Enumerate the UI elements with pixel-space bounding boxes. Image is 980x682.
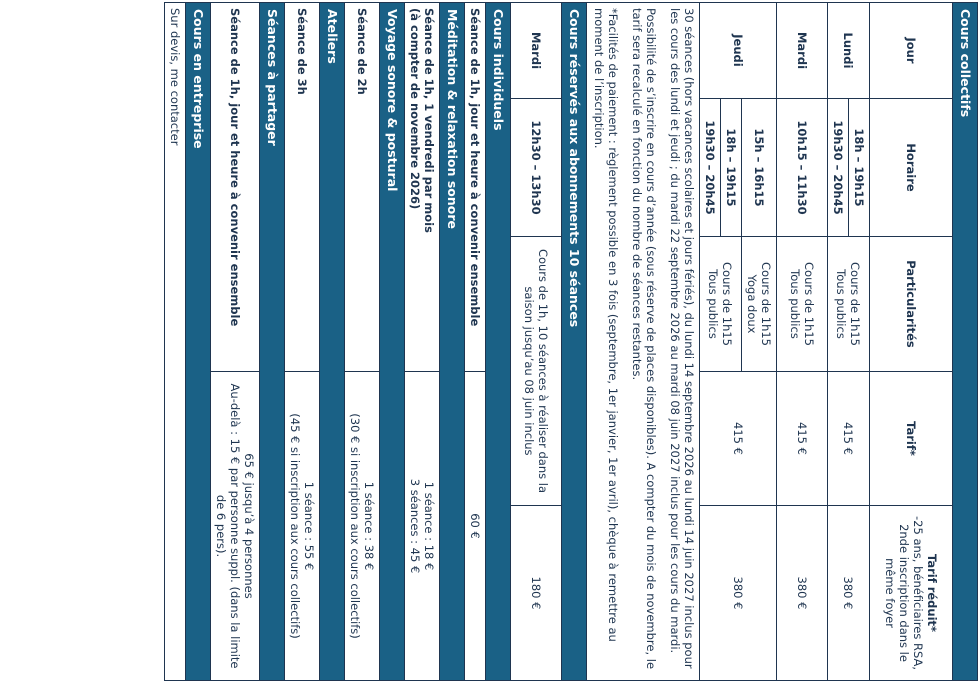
meditation-price-line: 3 séances : 45 € — [408, 478, 422, 574]
notes-cell — [587, 3, 700, 681]
reduced-cell: 380 € — [700, 506, 777, 681]
section-subscription-title: Cours réservés aux abonnements 10 séances — [562, 3, 587, 681]
meditation-price-line: 1 séance : 18 € — [422, 481, 436, 571]
share-label: Séance de 1h, jour et heure à convenir ensemble — [211, 3, 260, 372]
table-row — [777, 3, 828, 681]
meditation-price — [405, 372, 440, 681]
time-cell: 10h15 – 11h30 — [777, 99, 828, 237]
details-line: Tous publics — [834, 269, 849, 339]
ateliers-label: Séance de 3h — [285, 3, 320, 372]
day-mardi-subscription: Mardi — [511, 3, 562, 99]
pricing-table — [164, 2, 978, 681]
details-line: Cours de 1h15 — [759, 262, 773, 346]
details-cell — [742, 237, 777, 372]
note-registration: Possibilité de s’inscrire en cours d’année (sous réserve de places disponibles). A compter du mois de novembre, le tarif sera recalculé en fonction du nombre de séances restantes. — [630, 8, 658, 670]
details-line: Cours de 1h15 — [802, 262, 816, 346]
table-row — [465, 3, 486, 681]
meditation-label — [405, 3, 440, 372]
table-row — [742, 3, 777, 681]
details-line: Tous publics — [706, 269, 721, 339]
section-meditation-title: Méditation & relaxation sonore — [440, 3, 465, 681]
details-cell — [700, 237, 742, 372]
reduced-cell: 380 € — [777, 506, 828, 681]
price-cell: 415 € — [700, 372, 777, 506]
ateliers-price-line: 1 séance : 55 € — [302, 481, 316, 571]
details-line: Cours de 1h15 — [720, 262, 735, 346]
time-cell: 19h30 – 20h45 — [700, 99, 721, 237]
section-voyage-title: Voyage sonore & postural — [380, 3, 405, 681]
reduced-cell: 380 € — [828, 506, 870, 681]
time-cell: 18h – 19h15 — [721, 99, 742, 237]
header-price: Tarif* — [870, 372, 953, 506]
day-mardi: Mardi — [777, 3, 828, 99]
meditation-label-line: (à compter de novembre 2026) — [408, 8, 422, 210]
section-company-title: Cours en entreprise — [186, 3, 211, 681]
meditation-label-line: Séance de 1h, 1 vendredi par mois — [422, 8, 436, 233]
table-row — [849, 3, 870, 681]
table-row — [285, 3, 320, 681]
details-cell: Cours de 1h, 10 séances à réaliser dans la saison jusqu’au 08 juin inclus — [511, 237, 562, 506]
individual-price: 60 € — [465, 372, 486, 681]
header-reduced-title: Tarif réduit* — [925, 553, 939, 633]
note-payment: *Facilités de paiement : règlement possible en 3 fois (septembre, 1er janvier, 1er avril), chèque à remettre au moment de l’inscription. — [592, 8, 620, 642]
details-cell — [828, 237, 870, 372]
table-row — [211, 3, 260, 681]
notes-row — [587, 3, 700, 681]
header-time: Horaire — [870, 99, 953, 237]
day-jeudi: Jeudi — [700, 3, 777, 99]
individual-label: Séance de 1h, jour et heure à convenir ensemble — [465, 3, 486, 372]
details-line: Tous publics — [788, 269, 802, 339]
reduced-cell: 180 € — [511, 506, 562, 681]
time-cell: 19h30 – 20h45 — [828, 99, 849, 237]
section-individual-title: Cours individuels — [486, 3, 511, 681]
header-details: Particularités — [870, 237, 953, 372]
share-price — [211, 372, 260, 681]
share-price-line: Au-delà : 15 € par personne suppl. (dans la limite de 6 pers). — [214, 383, 242, 669]
share-price-line: 65 € jusqu’à 4 personnes — [242, 453, 256, 599]
table-row — [165, 3, 186, 681]
voyage-price-line: 1 séance : 38 € — [362, 481, 376, 571]
voyage-price-line: (30 € si inscription aux cours collectifs) — [348, 413, 362, 639]
header-reduced — [870, 506, 953, 681]
section-collective-title: Cours collectifs — [953, 3, 978, 681]
time-cell: 12h30 – 13h30 — [511, 99, 562, 237]
table-row — [345, 3, 380, 681]
price-cell: 415 € — [777, 372, 828, 506]
time-cell: 15h – 16h15 — [742, 99, 777, 237]
table-row — [511, 3, 562, 681]
voyage-price — [345, 372, 380, 681]
time-cell: 18h – 19h15 — [849, 99, 870, 237]
price-cell: 415 € — [828, 372, 870, 506]
details-line: Cours de 1h15 — [848, 262, 863, 346]
details-cell — [777, 237, 828, 372]
table-row — [405, 3, 440, 681]
ateliers-price — [285, 372, 320, 681]
voyage-label: Séance de 2h — [345, 3, 380, 372]
company-label: Sur devis, me contacter — [165, 3, 186, 681]
header-day: Jour — [870, 3, 953, 99]
section-ateliers-title: Ateliers — [320, 3, 345, 681]
section-share-title: Séances à partager — [260, 3, 285, 681]
header-reduced-note: -25 ans, bénéficiaires RSA, 2nde inscription dans le même foyer — [883, 516, 925, 671]
details-line: Yoga doux — [745, 274, 759, 334]
day-lundi: Lundi — [828, 3, 870, 99]
collective-header-row — [870, 3, 953, 681]
ateliers-price-line: (45 € si inscription aux cours collectifs) — [288, 413, 302, 639]
note-sessions: 30 séances (hors vacances scolaires et jours fériés), du lundi 14 septembre 2026 au lundi 14 juin 2027 inclus pour les cours des lundi et jeudi ; du mardi 22 septembre 2026 au mardi 08 juin 2027 inclus pour les cours du mardi. — [668, 8, 696, 669]
